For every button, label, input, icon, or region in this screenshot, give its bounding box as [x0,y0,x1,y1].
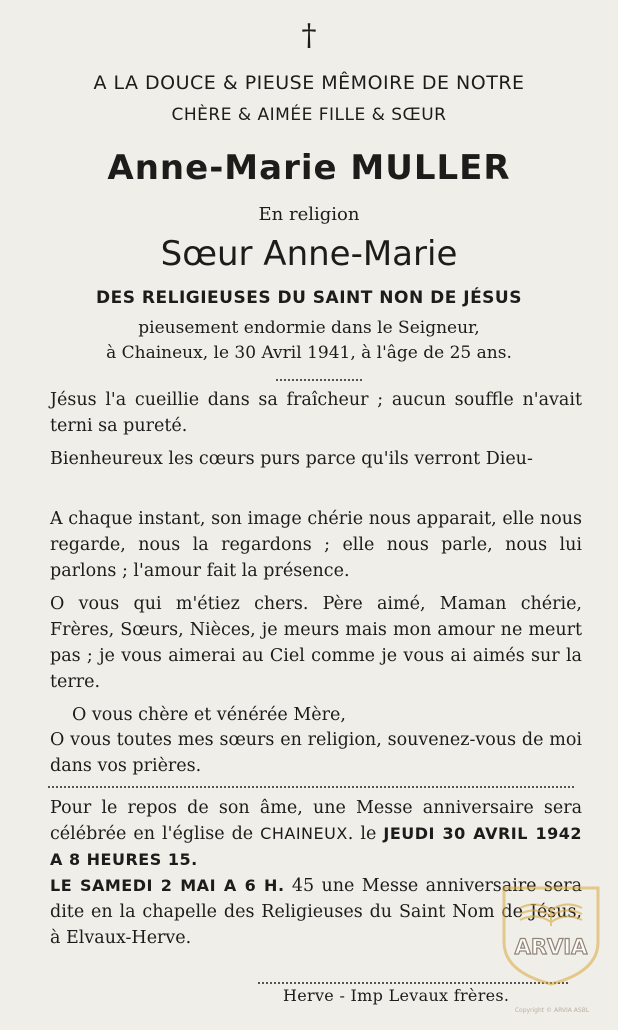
paragraph-sisters: O vous toutes mes sœurs en religion, souvenez-vous de moi dans vos prières. [50,730,582,776]
cross-icon: † [301,18,317,53]
death-line-1: pieusement endormie dans le Seigneur, [138,318,480,338]
mass-date-1: JEUDI 30 AVRIL 1942 A 8 HEURES 15. [50,824,583,869]
deceased-name: Anne-Marie MULLER [107,148,511,188]
printer-credit: Herve - Imp Levaux frères. [283,986,510,1005]
paragraph-farewell: O vous qui m'étiez chers. Père aimé, Maman chérie, Frères, Sœurs, Nièces, je meurs mais mon amour ne meurt pas ; je vous aimerai au Ciel comme je vous ai aimés sur la terre. [50,594,582,692]
dotted-separator [276,379,362,381]
dotted-separator [48,786,574,788]
mass-text: 45 une Messe anniversaire sera dite en la chapelle des Religieuses du Saint Nom de Jésus, à Elvaux-Herve. [50,876,583,948]
in-religion-label: En religion [258,204,360,225]
logo-copyright: Copyright © ARVIA ASBL [514,1007,590,1014]
mass-text: Pour le repos de son âme, une Messe anniversaire sera célébrée en l'église de [50,798,582,844]
mass-text: . le [347,824,377,844]
paragraph-mother: O vous chère et vénérée Mère, [72,705,346,725]
memory-line: A LA DOUCE & PIEUSE MÊMOIRE DE NOTRE [93,72,525,94]
book-icon [520,904,582,926]
religious-name: Sœur Anne-Marie [160,234,458,274]
paragraph-purity: Jésus l'a cueillie dans sa fraîcheur ; aucun souffle n'avait terni sa pureté. [50,390,582,436]
paragraph-beatitude: Bienheureux les cœurs purs parce qu'ils verront Dieu- [50,449,533,469]
religious-order: DES RELIGIEUSES DU SAINT NON DE JÉSUS [96,288,522,308]
paragraph-image: A chaque instant, son image chérie nous apparait, elle nous regarde, nous la regardons ; elle nous parle, nous lui parlons ; l'amour fait la présence. [50,509,582,581]
death-line-2: à Chaineux, le 30 Avril 1941, à l'âge de 25 ans. [106,343,512,363]
mass-place: CHAINEUX [260,824,348,843]
mass-date-2: LE SAMEDI 2 MAI A 6 H. [50,876,285,895]
arvia-logo-icon [498,880,604,988]
relation-line: CHÈRE & AIMÉE FILLE & SŒUR [171,105,447,125]
logo-brand: ARVIA [514,935,588,959]
